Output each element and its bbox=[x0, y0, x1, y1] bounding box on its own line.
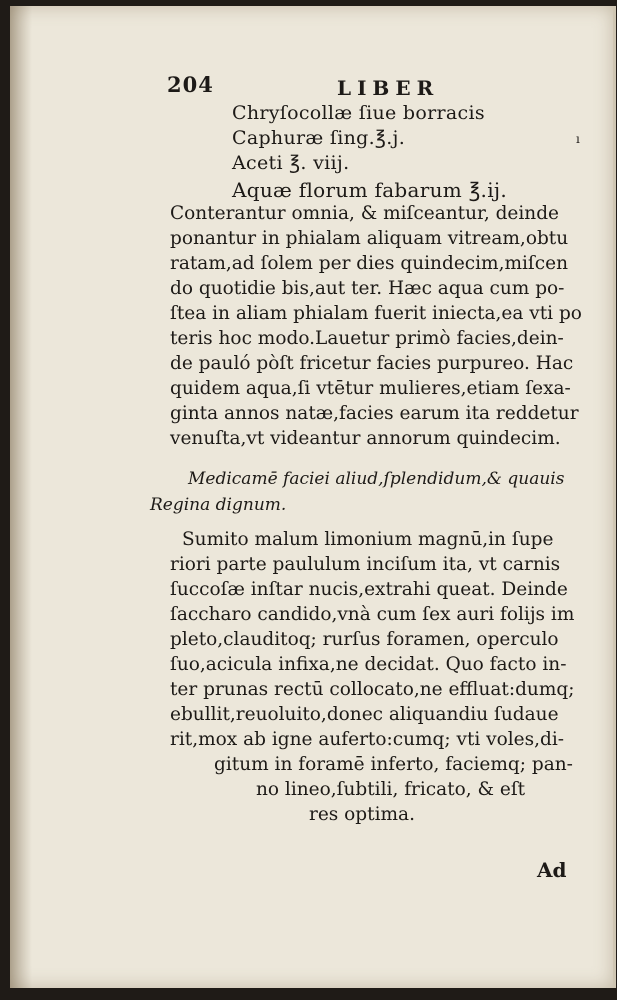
text-line: riori parte paululum inciſum ita, vt carnis bbox=[170, 554, 561, 575]
text-line: ratam,ad ſolem per dies quindecim,miſcen bbox=[170, 253, 568, 274]
section-heading-continued: Regina dignum. bbox=[150, 495, 287, 515]
text-line: gitum in foramē inferto, faciemq; pan- bbox=[214, 754, 573, 775]
page-number: 204 bbox=[167, 72, 214, 97]
text-line: Conterantur omnia, & miſceantur, deinde bbox=[170, 203, 559, 224]
text-line: venuſta,vt videantur annorum quindecim. bbox=[170, 428, 561, 449]
text-line: ſtea in aliam phialam fuerit iniecta,ea vti po bbox=[170, 303, 582, 324]
text-line: Sumito malum limonium magnū,in ſupe bbox=[182, 529, 554, 550]
ingredient-line: Caphuræ ſing.℥.j. bbox=[232, 127, 406, 149]
text-line: ebullit,reuoluito,donec aliquandiu ſudaue bbox=[170, 704, 559, 725]
section-heading: Medicamē faciei aliud,ſplendidum,& quauis bbox=[188, 469, 565, 489]
margin-mark: ı bbox=[576, 132, 580, 146]
text-line: no lineo,ſubtili, fricato, & eſt bbox=[256, 779, 526, 800]
text-line: ſuo,acicula infixa,ne decidat. Quo facto in- bbox=[170, 654, 567, 675]
text-line: ginta annos natæ,facies earum ita reddetur bbox=[170, 403, 579, 424]
text-line: ter prunas rectū collocato,ne effluat:dumq; bbox=[170, 679, 575, 700]
text-line: ponantur in phialam aliquam vitream,obtu bbox=[170, 228, 569, 249]
book-page bbox=[10, 6, 616, 988]
text-line: ſuccoſæ inſtar nucis,extrahi queat. Deinde bbox=[170, 579, 568, 600]
catchword: Ad bbox=[537, 858, 567, 882]
text-line: do quotidie bis,aut ter. Hæc aqua cum po- bbox=[170, 278, 565, 299]
ingredient-line: Aquæ florum fabarum ℥.ij. bbox=[232, 178, 508, 202]
text-line: rit,mox ab igne auferto:cumq; vti voles,di- bbox=[170, 729, 565, 750]
page-gutter-shadow bbox=[10, 6, 32, 988]
running-head: LIBER bbox=[337, 76, 440, 100]
text-line: pleto,clauditoq; rurſus foramen, operculo bbox=[170, 629, 559, 650]
text-line: res optima. bbox=[309, 804, 415, 825]
ingredient-line: Chryſocollæ ſiue borracis bbox=[232, 102, 485, 124]
ingredient-line: Aceti ℥. viij. bbox=[232, 152, 350, 174]
text-line: ſaccharo candido,vnà cum ſex auri folijs im bbox=[170, 604, 575, 625]
text-line: de pauló pòſt fricetur facies purpureo. Hac bbox=[170, 353, 574, 374]
text-line: quidem aqua,ſi vtētur mulieres,etiam ſexa- bbox=[170, 378, 571, 399]
text-line: teris hoc modo.Lauetur primò facies,dein- bbox=[170, 328, 564, 349]
